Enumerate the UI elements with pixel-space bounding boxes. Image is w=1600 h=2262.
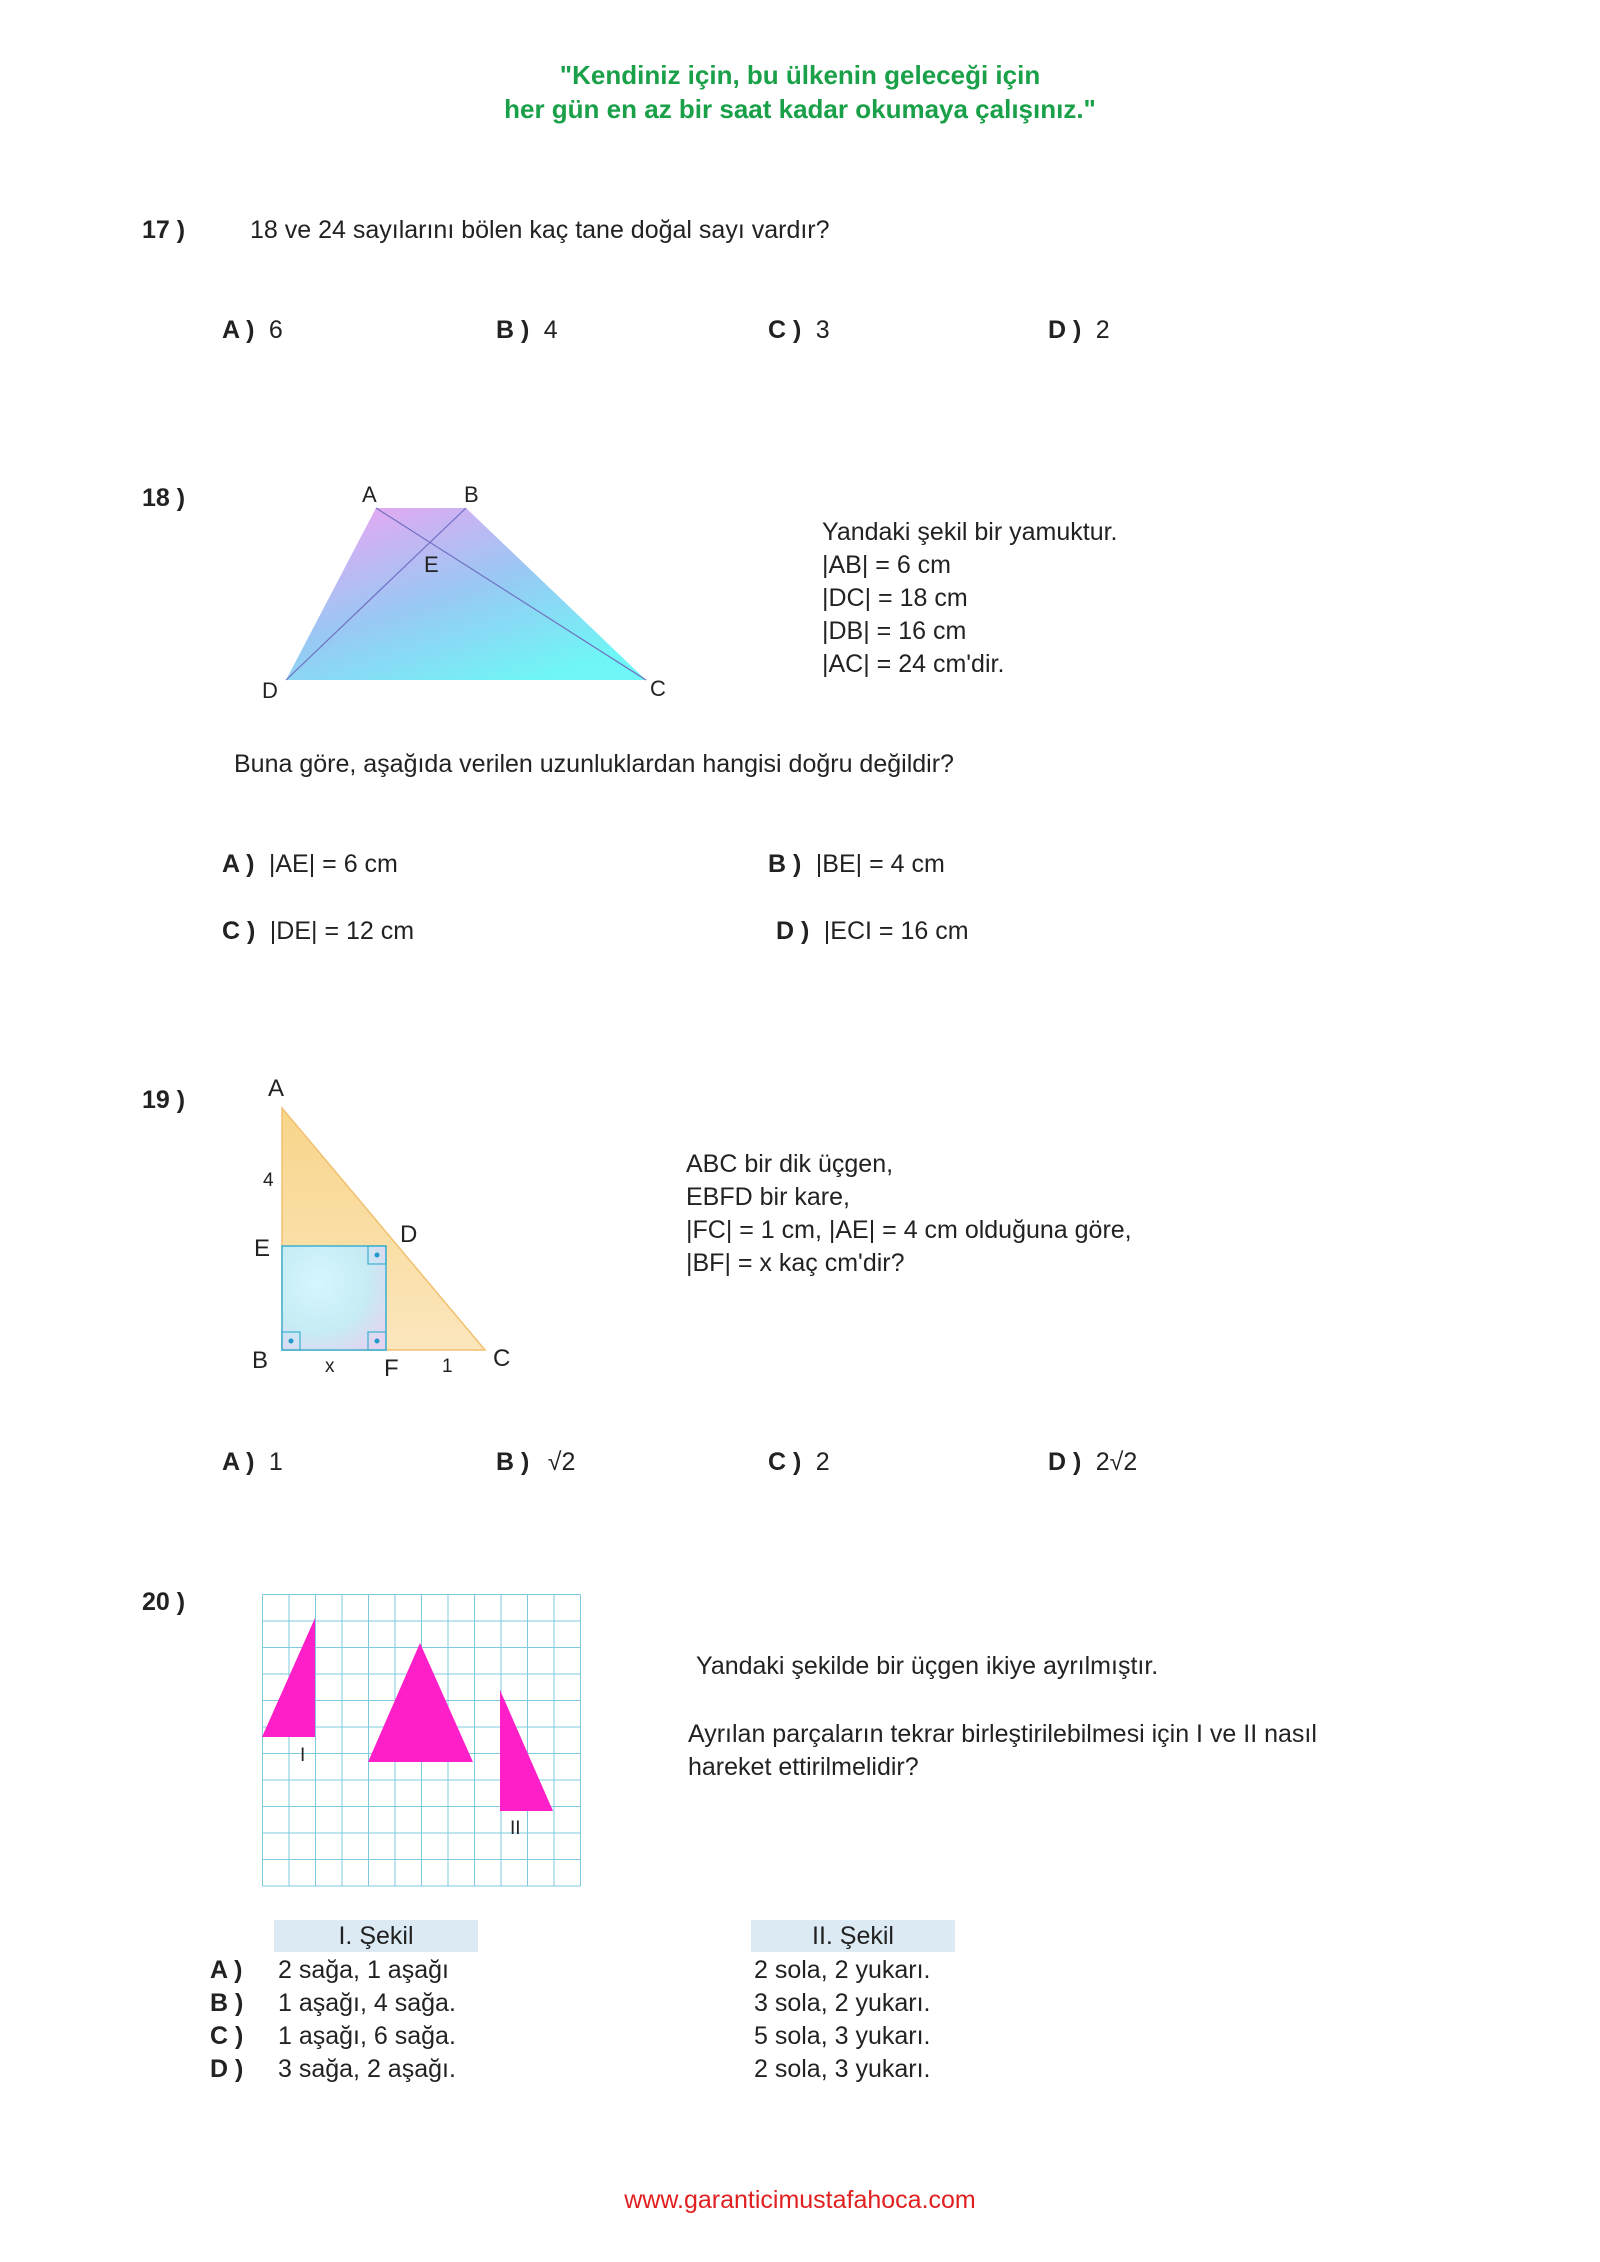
option-text: |ECI = 16 cm: [823, 917, 969, 945]
label-i: I: [300, 1745, 306, 1766]
q17-option-a[interactable]: [222, 316, 283, 345]
label-one: 1: [442, 1356, 453, 1377]
question-20-number: 20 ): [142, 1588, 186, 1616]
trapezoid-figure: [250, 470, 690, 710]
label-e: E: [424, 552, 439, 577]
info-line: Yandaki şekil bir yamuktur.: [822, 518, 1118, 546]
label-x: x: [325, 1356, 335, 1377]
info-line: |AB| = 6 cm: [822, 551, 952, 579]
label-d: D: [400, 1221, 418, 1248]
question-17-number: 17 ): [142, 216, 186, 244]
option-letter: C ): [768, 316, 802, 344]
q20-option-c[interactable]: [210, 2020, 930, 2053]
label-a: A: [362, 482, 377, 507]
label-ii: II: [510, 1818, 521, 1839]
column-header-2: II. Şekil: [751, 1920, 955, 1952]
q17-option-b[interactable]: [496, 316, 558, 345]
question-17-text: 18 ve 24 sayılarını bölen kaç tane doğal sayı vardır?: [250, 216, 830, 244]
option-text: |BE| = 4 cm: [815, 850, 945, 878]
question-18-text: Buna göre, aşağıda verilen uzunluklardan hangisi doğru değildir?: [234, 750, 954, 778]
piece-ii: [500, 1690, 553, 1811]
footer-url[interactable]: www.garanticimustafahoca.com: [624, 2186, 976, 2214]
option-text: 2√2: [1095, 1448, 1138, 1476]
label-b: B: [464, 482, 479, 507]
option-letter: A ): [222, 850, 255, 878]
label-b: B: [252, 1347, 269, 1374]
option-text: √2: [547, 1448, 576, 1476]
option-letter: C ): [210, 2022, 244, 2050]
square-ebfd: [282, 1246, 386, 1350]
q18-option-d[interactable]: [776, 917, 969, 946]
info-line: EBFD bir kare,: [686, 1183, 850, 1211]
q20-option-b[interactable]: [210, 1987, 930, 2020]
q17-option-c[interactable]: [768, 316, 830, 345]
motto-line-1: "Kendiniz için, bu ülkenin geleceği için: [559, 60, 1041, 90]
label-four: 4: [263, 1170, 274, 1191]
q19-option-b[interactable]: [496, 1448, 575, 1477]
info-line: Ayrılan parçaların tekrar birleştirilebilmesi için I ve II nasıl: [688, 1720, 1317, 1748]
option-letter: A ): [222, 1448, 255, 1476]
option-text: 2: [1095, 316, 1110, 344]
info-line: ABC bir dik üçgen,: [686, 1150, 894, 1178]
label-d: D: [262, 678, 278, 703]
info-line: |AC| = 24 cm'dir.: [822, 650, 1005, 678]
option-col1: 1 aşağı, 6 sağa.: [278, 2022, 456, 2050]
option-letter: C ): [768, 1448, 802, 1476]
q18-option-b[interactable]: [768, 850, 945, 879]
option-letter: B ): [496, 316, 530, 344]
q18-option-c[interactable]: [222, 917, 414, 946]
q19-info: [686, 1148, 1132, 1280]
option-letter: B ): [768, 850, 802, 878]
label-a: A: [268, 1075, 285, 1102]
option-col2: 3 sola, 2 yukarı.: [754, 1989, 931, 2017]
option-letter: D ): [776, 917, 810, 945]
question-18-number: 18 ): [142, 484, 186, 512]
option-col2: 2 sola, 2 yukarı.: [754, 1956, 931, 1984]
option-letter: B ): [210, 1989, 244, 2017]
q20-info-2: [688, 1718, 1317, 1784]
column-header-1: I. Şekil: [274, 1920, 478, 1952]
option-letter: D ): [210, 2055, 244, 2083]
q19-option-c[interactable]: [768, 1448, 830, 1477]
q20-option-d[interactable]: [210, 2053, 930, 2086]
option-text: 2: [815, 1448, 830, 1476]
q20-answer-table: [210, 1954, 930, 2086]
q20-option-a[interactable]: [210, 1954, 930, 1987]
option-letter: D ): [1048, 316, 1082, 344]
option-text: 4: [543, 316, 558, 344]
label-e: E: [254, 1235, 271, 1262]
label-f: F: [384, 1355, 399, 1382]
option-col1: 2 sağa, 1 aşağı: [278, 1956, 449, 1984]
q20-info-1: Yandaki şekilde bir üçgen ikiye ayrılmıştır.: [696, 1652, 1159, 1680]
option-letter: A ): [222, 316, 255, 344]
option-col1: 1 aşağı, 4 sağa.: [278, 1989, 456, 2017]
q18-option-a[interactable]: [222, 850, 398, 879]
option-col2: 2 sola, 3 yukarı.: [754, 2055, 931, 2083]
trapezoid-shape: [286, 508, 646, 680]
option-letter: C ): [222, 917, 256, 945]
option-col1: 3 sağa, 2 aşağı.: [278, 2055, 456, 2083]
q17-option-d[interactable]: [1048, 316, 1110, 345]
motto-line-2: her gün en az bir saat kadar okumaya çalışınız.": [504, 94, 1096, 124]
label-c: C: [650, 676, 666, 701]
option-letter: B ): [496, 1448, 530, 1476]
option-col2: 5 sola, 3 yukarı.: [754, 2022, 931, 2050]
q19-option-d[interactable]: [1048, 1448, 1137, 1477]
option-letter: A ): [210, 1956, 243, 1984]
full-triangle: [368, 1643, 473, 1762]
label-c: C: [493, 1345, 511, 1372]
grid-figure: [262, 1594, 584, 1890]
option-text: |AE| = 6 cm: [268, 850, 398, 878]
info-line: |DC| = 18 cm: [822, 584, 968, 612]
option-text: 6: [268, 316, 283, 344]
question-19-number: 19 ): [142, 1086, 186, 1114]
option-letter: D ): [1048, 1448, 1082, 1476]
info-line: |BF| = x kaç cm'dir?: [686, 1249, 905, 1277]
option-text: 1: [268, 1448, 283, 1476]
info-line: hareket ettirilmelidir?: [688, 1753, 919, 1781]
option-text: 3: [815, 316, 830, 344]
option-text: |DE| = 12 cm: [269, 917, 415, 945]
info-line: |FC| = 1 cm, |AE| = 4 cm olduğuna göre,: [686, 1216, 1132, 1244]
q19-option-a[interactable]: [222, 1448, 283, 1477]
right-triangle-figure: [240, 1070, 530, 1390]
q18-info: [822, 516, 1118, 681]
info-line: |DB| = 16 cm: [822, 617, 967, 645]
